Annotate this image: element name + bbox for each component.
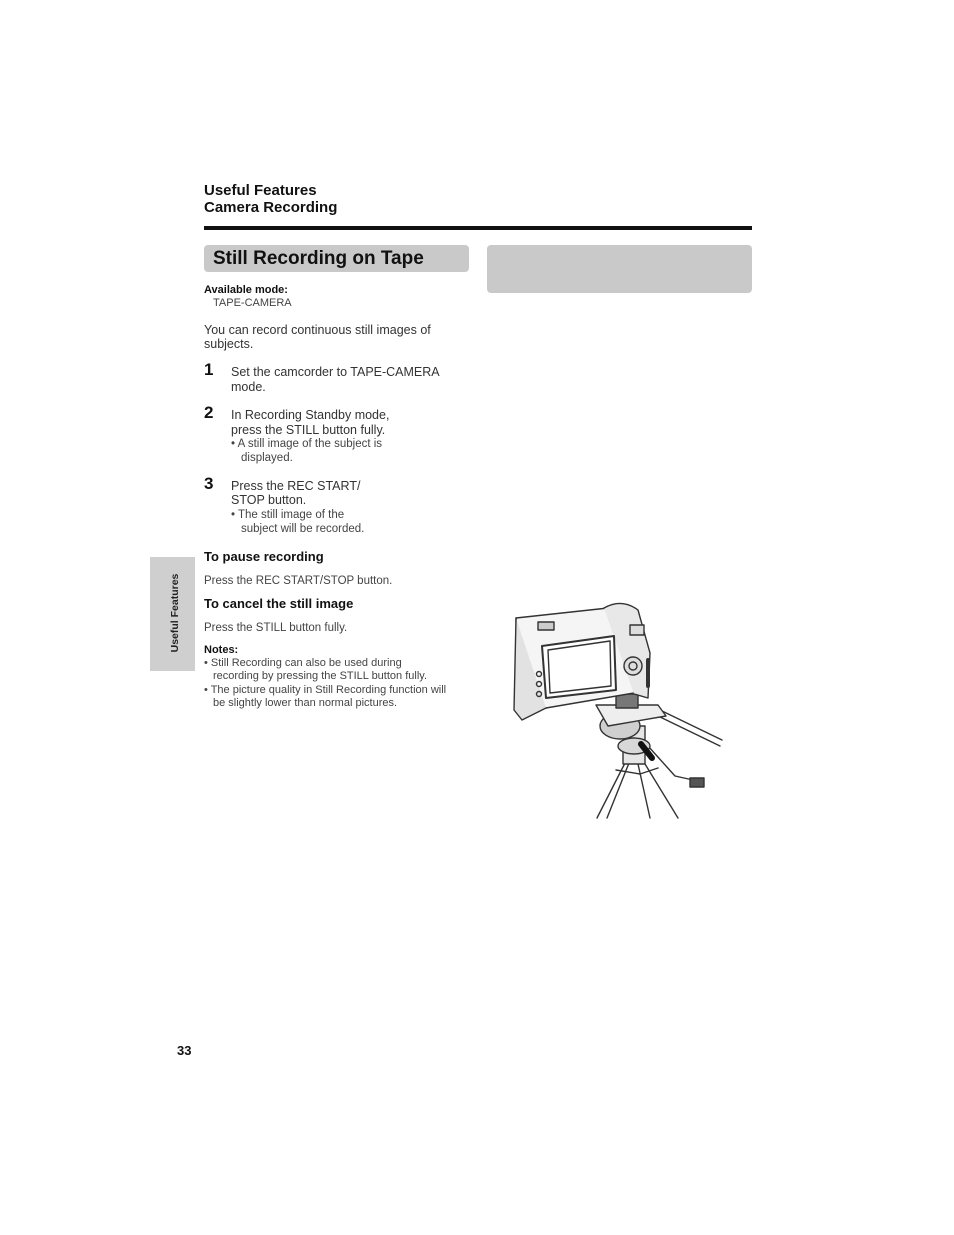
step-1-line-1: Set the camcorder to TAPE-CAMERA: [231, 365, 440, 379]
notes-heading: Notes:: [204, 644, 239, 656]
note-1-line-2: recording by pressing the STILL button fully.: [213, 670, 428, 682]
note-2-line-1: • The picture quality in Still Recording function will: [204, 684, 447, 696]
step-1-line-2: mode.: [231, 380, 266, 394]
step-1-number: 1: [204, 360, 214, 379]
available-mode-value: TAPE-CAMERA: [213, 297, 292, 309]
available-mode-label: Available mode:: [204, 284, 288, 296]
cancel-heading: To cancel the still image: [204, 596, 354, 611]
step-3-bullet-line-2: subject will be recorded.: [241, 523, 365, 535]
intro-line-2: subjects.: [204, 337, 254, 351]
header-subsection: Camera Recording: [204, 199, 338, 216]
step-2-line-1: In Recording Standby mode,: [231, 408, 390, 422]
pause-heading: To pause recording: [204, 549, 324, 564]
step-3-line-2: STOP button.: [231, 493, 307, 507]
cancel-text: Press the STILL button fully.: [204, 622, 348, 634]
step-3-line-1: Press the REC START/: [231, 479, 361, 493]
step-2-number: 2: [204, 403, 214, 422]
intro-line-1: You can record continuous still images of: [204, 323, 431, 337]
header-rule: [204, 226, 752, 230]
camcorder-on-tripod-illustration: [490, 598, 730, 820]
page-number: 33: [177, 1043, 192, 1058]
step-2-bullet-line-1: • A still image of the subject is: [231, 438, 383, 450]
header-section: Useful Features: [204, 182, 317, 199]
note-1-line-1: • Still Recording can also be used during: [204, 657, 402, 669]
pause-text: Press the REC START/STOP button.: [204, 575, 393, 587]
side-tab-label: Useful Features: [169, 573, 181, 653]
gray-side-box: [487, 245, 752, 293]
step-2-bullet-line-2: displayed.: [241, 452, 293, 464]
step-3-bullet-line-1: • The still image of the: [231, 509, 345, 521]
step-2-line-2: press the STILL button fully.: [231, 423, 386, 437]
page-title: Still Recording on Tape: [213, 248, 424, 269]
step-3-number: 3: [204, 474, 214, 493]
note-2-line-2: be slightly lower than normal pictures.: [213, 697, 398, 709]
